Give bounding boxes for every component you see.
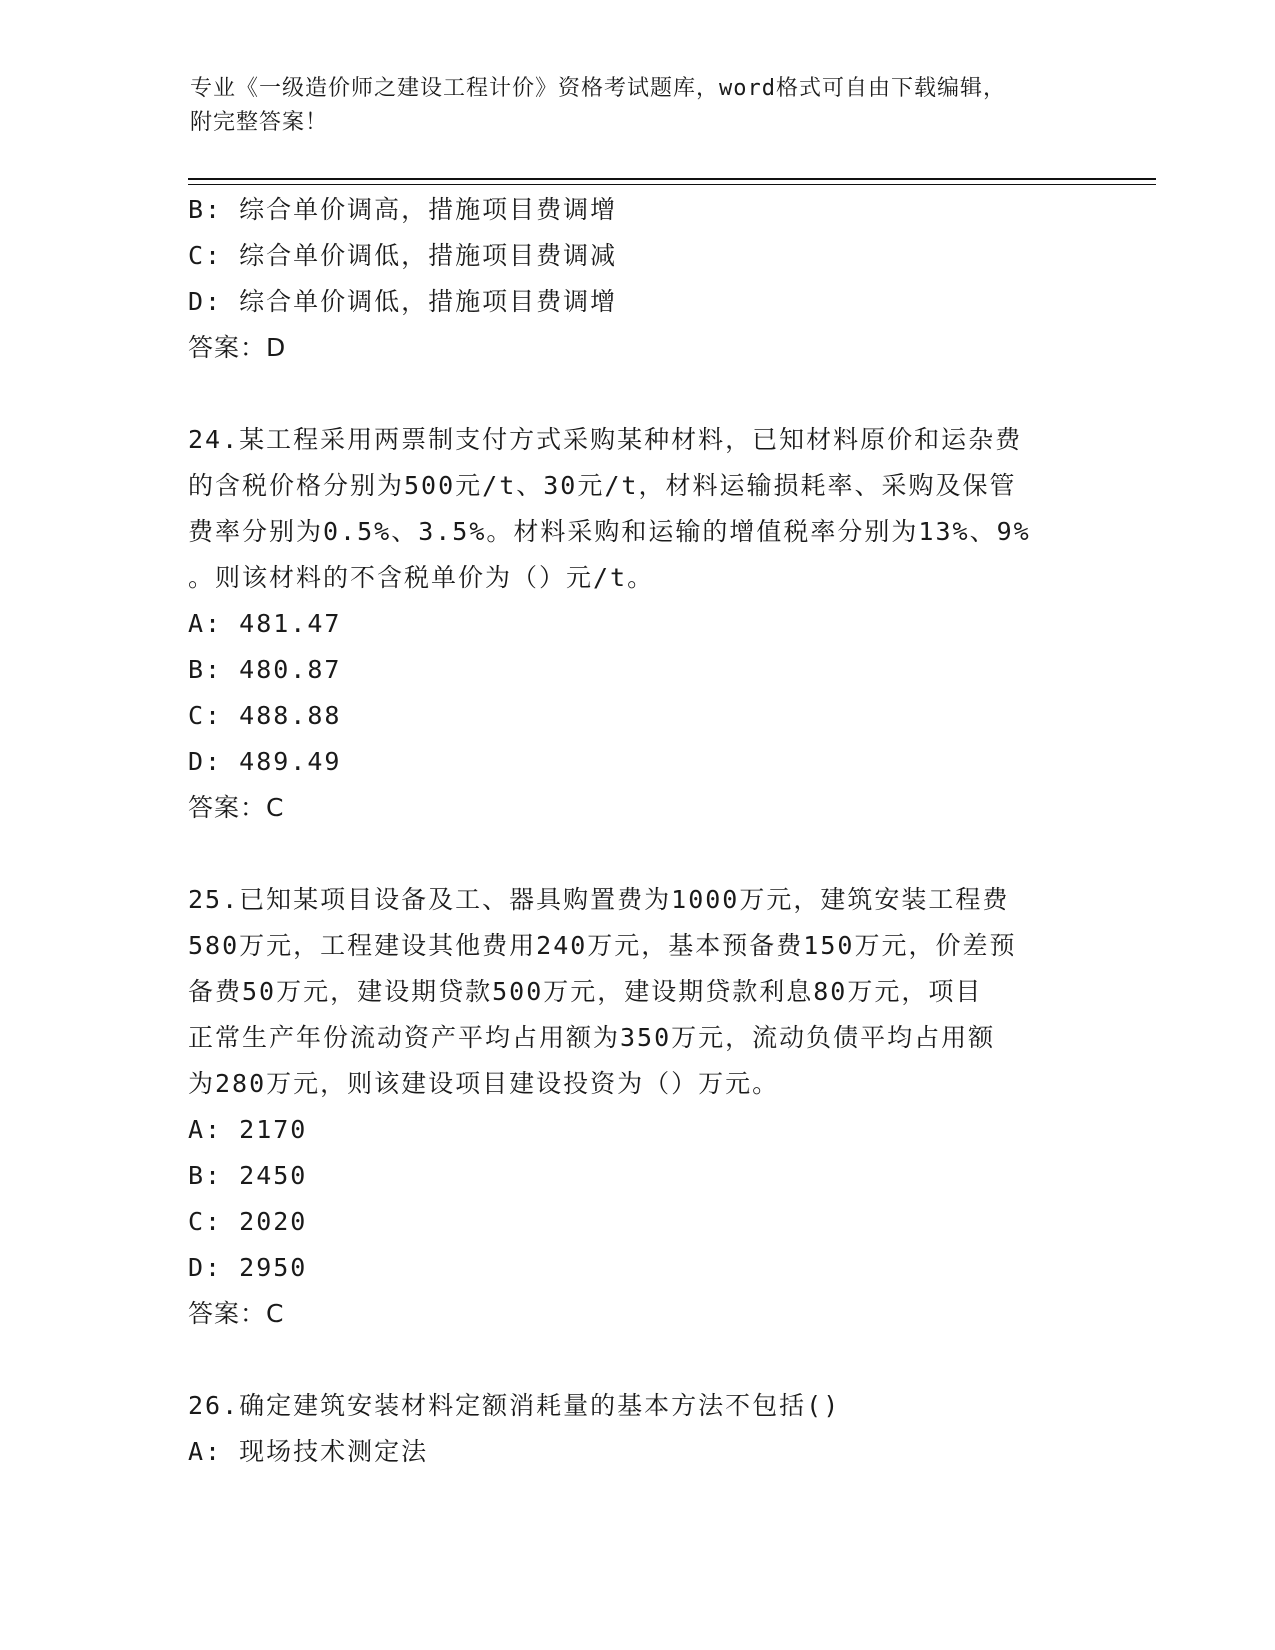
question-stem-line: 备费50万元，建设期贷款500万元，建设期贷款利息80万元，项目 bbox=[188, 977, 983, 1006]
question-stem-line: 580万元，工程建设其他费用240万元，基本预备费150万元，价差预 bbox=[188, 931, 1017, 960]
question-list bbox=[188, 187, 1088, 1475]
question-stem-line: 26.确定建筑安装材料定额消耗量的基本方法不包括() bbox=[188, 1391, 841, 1420]
question-23 bbox=[188, 187, 1088, 371]
header-line-1: 专业《一级造价师之建设工程计价》资格考试题库，word格式可自由下载编辑， bbox=[190, 76, 1006, 101]
question-stem-line: 。则该材料的不含税单价为（）元/t。 bbox=[188, 563, 655, 592]
option-b: B: 480.87 bbox=[188, 655, 342, 684]
question-26 bbox=[188, 1383, 1088, 1475]
option-d: D: 2950 bbox=[188, 1253, 308, 1282]
answer: 答案：C bbox=[188, 1299, 285, 1328]
header-divider-thick bbox=[188, 178, 1156, 180]
question-25 bbox=[188, 877, 1088, 1337]
question-stem-line: 25.已知某项目设备及工、器具购置费为1000万元，建筑安装工程费 bbox=[188, 885, 1010, 914]
spacer bbox=[188, 371, 1088, 417]
option-a: A: 481.47 bbox=[188, 609, 342, 638]
spacer bbox=[188, 831, 1088, 877]
answer: 答案：D bbox=[188, 333, 287, 362]
answer: 答案：C bbox=[188, 793, 285, 822]
option-a: A: 2170 bbox=[188, 1115, 308, 1144]
header-line-2: 附完整答案！ bbox=[190, 110, 329, 135]
question-24 bbox=[188, 417, 1088, 831]
option-c: C: 综合单价调低，措施项目费调减 bbox=[188, 241, 618, 270]
spacer bbox=[188, 1337, 1088, 1383]
option-d: D: 综合单价调低，措施项目费调增 bbox=[188, 287, 618, 316]
option-c: C: 488.88 bbox=[188, 701, 342, 730]
option-b: B: 综合单价调高，措施项目费调增 bbox=[188, 195, 618, 224]
question-stem-line: 费率分别为0.5%、3.5%。材料采购和运输的增值税率分别为13%、9% bbox=[188, 517, 1031, 546]
question-stem-line: 正常生产年份流动资产平均占用额为350万元，流动负债平均占用额 bbox=[188, 1023, 996, 1052]
option-d: D: 489.49 bbox=[188, 747, 342, 776]
question-stem-line: 24.某工程采用两票制支付方式采购某种材料，已知材料原价和运杂费 bbox=[188, 425, 1023, 454]
document-header bbox=[190, 72, 1070, 140]
option-a: A: 现场技术测定法 bbox=[188, 1437, 429, 1466]
option-c: C: 2020 bbox=[188, 1207, 308, 1236]
question-stem-line: 为280万元，则该建设项目建设投资为（）万元。 bbox=[188, 1069, 780, 1098]
header-divider-thin bbox=[188, 184, 1156, 185]
option-b: B: 2450 bbox=[188, 1161, 308, 1190]
question-stem-line: 的含税价格分别为500元/t、30元/t，材料运输损耗率、采购及保管 bbox=[188, 471, 1017, 500]
